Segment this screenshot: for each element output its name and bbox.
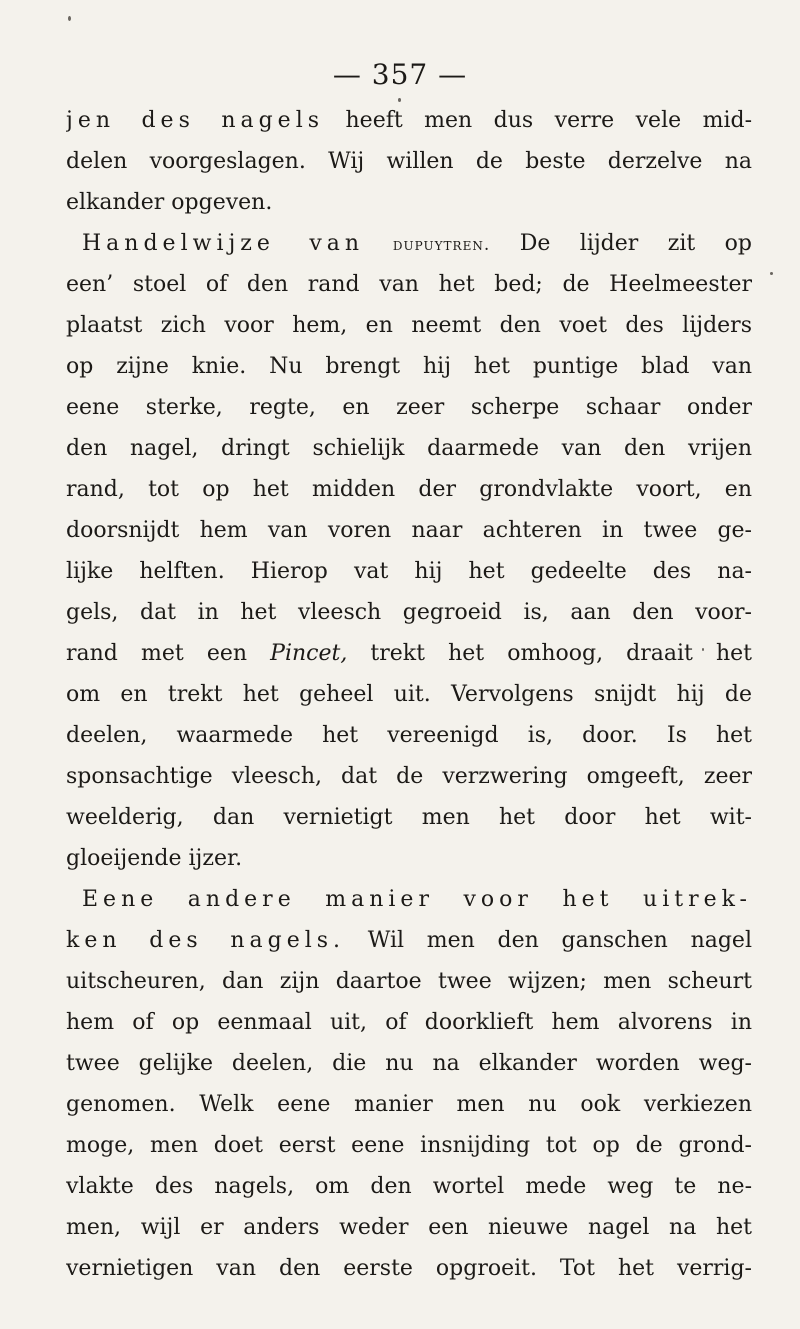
text-line — [66, 633, 752, 674]
paragraph — [66, 879, 752, 1289]
text-line — [66, 920, 752, 961]
text-line: op zijne knie. Nu brengt hij het puntige blad van — [66, 354, 752, 379]
line-text: rand met een — [66, 641, 271, 666]
text-line: rand, tot op het midden der grondvlakte voort, en — [66, 477, 752, 502]
text-line: genomen. Welk eene manier men nu ook verkiezen — [66, 1092, 752, 1117]
text-line: gels, dat in het vleesch gegroeid is, aan den voor- — [66, 600, 752, 625]
text-line: den nagel, dringt schielijk daarmede van den vrijen — [66, 436, 752, 461]
text-line: vlakte des nagels, om den wortel mede weg te ne- — [66, 1174, 752, 1199]
text-line: om en trekt het geheel uit. Vervolgens snijdt hij de — [66, 682, 752, 707]
text-line: vernietigen van den eerste opgroeit. Tot het verrig- — [66, 1256, 752, 1281]
text-line: moge, men doet eerst eene insnijding tot op de grond- — [66, 1133, 752, 1158]
ink-speck — [770, 272, 773, 275]
text-line: twee gelijke deelen, die nu na elkander worden weg- — [66, 1051, 752, 1076]
text-line: elkander opgeven. — [66, 190, 273, 215]
body-text — [66, 100, 752, 1289]
line-text: trekt het omhoog, draait het — [347, 641, 752, 666]
line-text: Wil men den ganschen nagel — [345, 928, 752, 953]
paragraph — [66, 100, 752, 223]
text-line: men, wijl er anders weder een nieuwe nagel na het — [66, 1215, 752, 1240]
text-line: deelen, waarmede het vereenigd is, door. Is het — [66, 723, 752, 748]
text-line: gloeijende ijzer. — [66, 846, 243, 871]
text-line: lijke helften. Hierop vat hij het gedeelte des na- — [66, 559, 752, 584]
text-line — [66, 223, 752, 264]
text-line: eene sterke, regte, en zeer scherpe schaar onder — [66, 395, 752, 420]
text-line: plaatst zich voor hem, en neemt den voet des lijders — [66, 313, 752, 338]
page-number: — 357 — — [332, 58, 468, 91]
italic-term: Pincet, — [270, 641, 348, 666]
text-line: weelderig, dan vernietigt men het door het wit- — [66, 805, 752, 830]
text-line — [66, 879, 752, 920]
spaced-heading: ken des nagels. — [66, 928, 346, 953]
author-name: dupuytren. — [364, 235, 491, 255]
text-line: uitscheuren, dan zijn daartoe twee wijzen; men scheurt — [66, 969, 752, 994]
ink-speck — [68, 16, 71, 21]
text-line: sponsachtige vleesch, dat de verzwering omgeeft, zeer — [66, 764, 752, 789]
text-line — [66, 100, 752, 141]
line-text: De lijder zit op — [490, 231, 752, 256]
text-line: delen voorgeslagen. Wij willen de beste derzelve na — [66, 149, 752, 174]
text-line: hem of op eenmaal uit, of doorklieft hem alvorens in — [66, 1010, 752, 1035]
spaced-heading: Eene andere manier voor het uitrek- — [82, 887, 752, 912]
text-line: een’ stoel of den rand van het bed; de Heelmeester — [66, 272, 752, 297]
spaced-heading: Handelwijze van — [82, 231, 365, 256]
paragraph — [66, 223, 752, 879]
text-line: doorsnijdt hem van voren naar achteren in twee ge- — [66, 518, 752, 543]
spaced-heading: jen des nagels — [66, 108, 325, 133]
line-text: heeft men dus verre vele mid- — [324, 108, 752, 133]
